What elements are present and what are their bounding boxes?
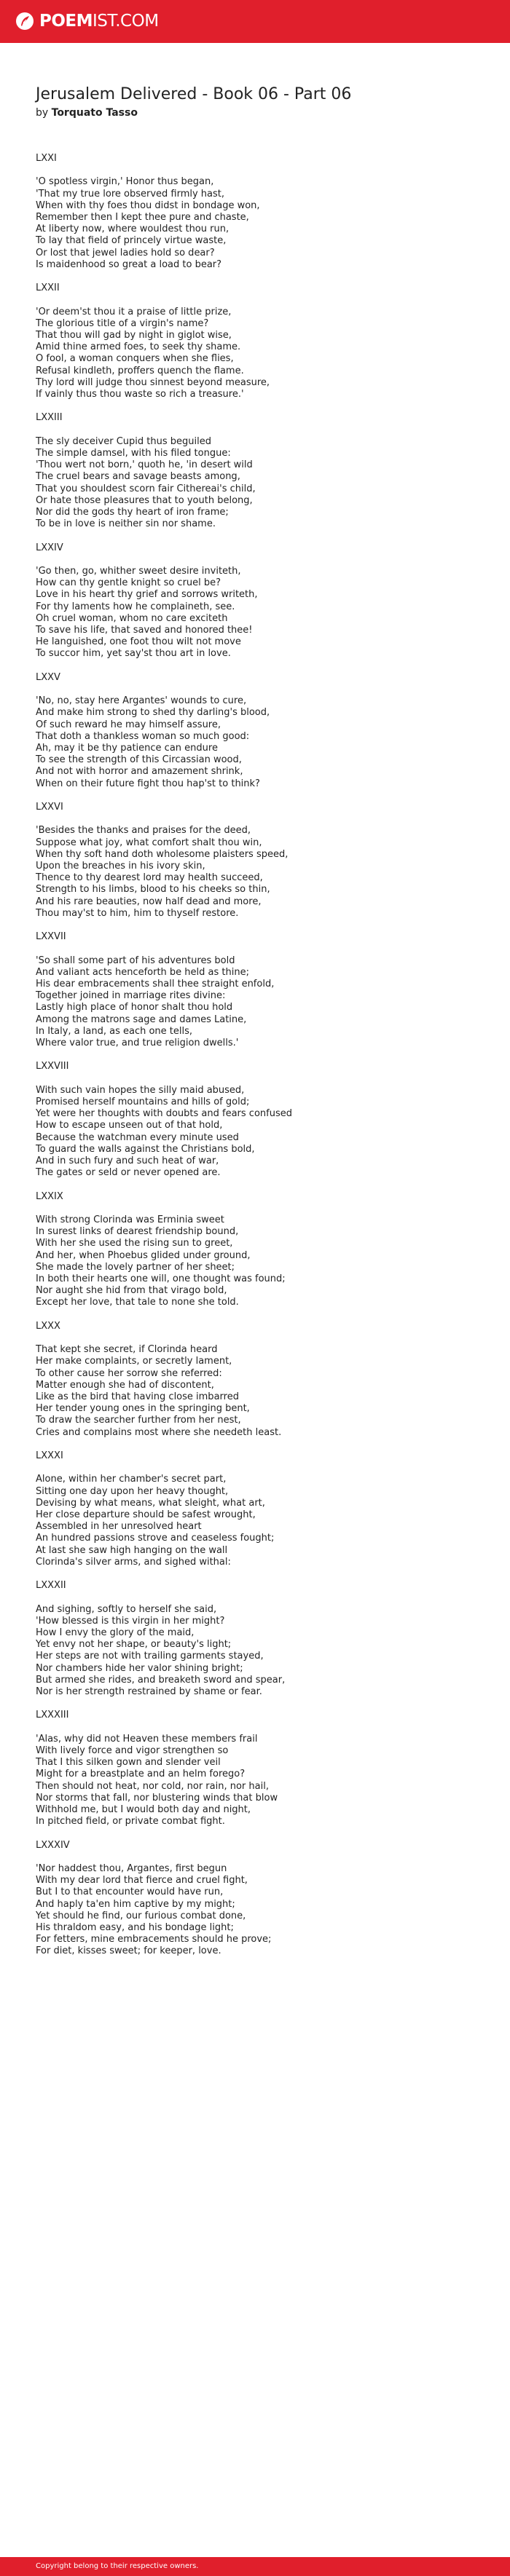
poem-line: The sly deceiver Cupid thus beguiled (36, 435, 211, 447)
poem-line: How to escape unseen out of that hold, (36, 1120, 223, 1131)
poem-line: Where valor true, and true religion dwells.' (36, 1038, 239, 1049)
logo-text (39, 9, 159, 33)
poem-line: When thy soft hand doth wholesome plaisters speed, (36, 848, 289, 860)
poem-line: But I to that encounter would have run, (36, 1886, 224, 1898)
poem-line: With lively force and vigor strengthen so (36, 1745, 229, 1757)
poem-line: To draw the searcher further from her nest, (36, 1415, 241, 1426)
poem-line: Except her love, that tale to none she told. (36, 1297, 239, 1308)
stanza (36, 566, 487, 660)
poem-line: Remember then I kept thee pure and chaste, (36, 212, 249, 223)
poem-line: Her make complaints, or secretly lament, (36, 1356, 232, 1367)
stanza-number: LXXVI (36, 802, 63, 813)
poem-line: His dear embracements shall thee straight enfold, (36, 979, 275, 990)
stanza (36, 1604, 487, 1699)
poem-line: The gates or seld or never opened are. (36, 1167, 221, 1179)
poem-line: How can thy gentle knight so cruel be? (36, 577, 221, 589)
poem-line: 'O spotless virgin,' Honor thus began, (36, 176, 214, 188)
logo-text-strong: POEM (39, 12, 93, 31)
poem-line: That kept she secret, if Clorinda heard (36, 1344, 218, 1356)
stanza-number: LXXXIII (36, 1710, 69, 1721)
poem-line: To see the strength of this Circassian wood, (36, 754, 242, 766)
poem-line: That I this silken gown and slender veil (36, 1757, 221, 1769)
stanza-number: LXXVIII (36, 1061, 69, 1072)
poem-line: But armed she rides, and breaketh sword and spear, (36, 1674, 286, 1686)
poem-line: Her tender young ones in the springing bent, (36, 1403, 250, 1415)
poem-line: Nor did the gods thy heart of iron frame; (36, 507, 229, 518)
stanza-number: LXXV (36, 671, 60, 683)
poem-line: In surest links of dearest friendship bound, (36, 1226, 239, 1238)
poem-line: If vainly thus thou waste so rich a treasure.' (36, 389, 244, 400)
poem-line: With such vain hopes the silly maid abused, (36, 1084, 245, 1096)
poem-line: Devising by what means, what sleight, what art, (36, 1497, 265, 1509)
poem-line: Her close departure should be safest wrought, (36, 1509, 256, 1521)
poem-line: 'Alas, why did not Heaven these members frail (36, 1733, 258, 1745)
poem-line: Nor is her strength restrained by shame or fear. (36, 1686, 262, 1698)
author-link[interactable]: Torquato Tasso (51, 107, 138, 119)
poem-line: Together joined in marriage rites divine: (36, 990, 226, 1002)
poem-line: Because the watchman every minute used (36, 1131, 239, 1143)
poem-line: Amid thine armed foes, to seek thy shame. (36, 341, 241, 353)
stanza (36, 955, 487, 1050)
poem-line: To lay that field of princely virtue waste, (36, 235, 227, 247)
stanza (36, 1344, 487, 1439)
stanza (36, 1474, 487, 1568)
poem-line: Her steps are not with trailing garments stayed, (36, 1651, 264, 1662)
poem-line: His thraldom easy, and his bondage light; (36, 1922, 234, 1934)
poem-line: For thy laments how he complaineth, see. (36, 601, 235, 612)
poem-line: And haply ta'en him captive by my might; (36, 1898, 235, 1910)
poem-line: Yet should he find, our furious combat done, (36, 1910, 246, 1921)
footer-bar (0, 2557, 510, 2576)
poem-line: How I envy the glory of the maid, (36, 1627, 195, 1639)
poem-line: Sitting one day upon her heavy thought, (36, 1485, 229, 1497)
poem-line: To guard the walls against the Christians bold, (36, 1143, 255, 1155)
stanza-number: LXXIII (36, 412, 63, 424)
poem-line: Or hate those pleasures that to youth belong, (36, 494, 253, 506)
stanza (36, 1085, 487, 1180)
poem-line: When on their future fight thou hap'st to think? (36, 778, 260, 789)
stanza-number: LXXI (36, 153, 57, 164)
poem-line: For diet, kisses sweet; for keeper, love. (36, 1945, 221, 1957)
poem-line: Might for a breastplate and an helm forego? (36, 1769, 246, 1780)
poem-line: Cries and complains most where she needeth least. (36, 1426, 282, 1438)
poem-body (36, 153, 487, 1958)
poem-line: And sighing, softly to herself she said, (36, 1603, 217, 1615)
poem-line: And his rare beauties, now half dead and more, (36, 896, 262, 907)
poem-line: 'Nor haddest thou, Argantes, first begun (36, 1863, 227, 1875)
poem-line: 'Or deem'st thou it a praise of little prize, (36, 306, 232, 317)
stanza (36, 825, 487, 920)
poem-line: Love in his heart thy grief and sorrows writeth, (36, 589, 258, 601)
poem-line: Like as the bird that having close imbarred (36, 1391, 239, 1403)
header-bar (0, 0, 510, 43)
stanza-number: LXXXII (36, 1580, 66, 1592)
poem-line: Strength to his limbs, blood to his cheeks so thin, (36, 884, 270, 896)
poem-line: To other cause her sorrow she referred: (36, 1367, 222, 1379)
stanza (36, 695, 487, 790)
stanza-number: LXXXI (36, 1450, 63, 1462)
poem-line: The glorious title of a virgin's name? (36, 317, 209, 329)
poem-line: Refusal kindleth, proffers quench the flame. (36, 365, 244, 376)
footer-copyright: Copyright belong to their respective owners. (36, 2562, 199, 2570)
poem-line: Lastly high place of honor shalt thou hold (36, 1002, 233, 1014)
poem-line: That thou will gad by night in giglot wise, (36, 330, 232, 341)
poem-line: O fool, a woman conquers when she flies, (36, 353, 234, 365)
poem-line: To succor him, yet say'st thou art in love. (36, 648, 231, 660)
poem-line: At liberty now, where wouldest thou run, (36, 224, 230, 235)
poem-line: And not with horror and amazement shrink, (36, 766, 243, 778)
poem-line: Assembled in her unresolved heart (36, 1521, 202, 1533)
stanza-number: LXXII (36, 283, 60, 294)
poem-line: When with thy foes thou didst in bondage won, (36, 199, 260, 211)
poem-line: At last she saw high hanging on the wall (36, 1544, 228, 1556)
poem-title: Jerusalem Delivered - Book 06 - Part 06 (36, 85, 352, 103)
poem-line: To save his life, that saved and honored thee! (36, 625, 253, 636)
poem-byline (36, 106, 487, 119)
poem-line: She made the lovely partner of her sheet; (36, 1261, 235, 1273)
poem-line: 'No, no, stay here Argantes' wounds to cure, (36, 695, 247, 707)
poem-line: And valiant acts henceforth be held as thine; (36, 966, 249, 978)
poem-line: For fetters, mine embracements should he prove; (36, 1934, 272, 1945)
byline-prefix: by (36, 107, 49, 119)
poem-line: Or lost that jewel ladies hold so dear? (36, 247, 215, 258)
poem-line: Of such reward he may himself assure, (36, 719, 221, 730)
poem-line: In both their hearts one will, one thought was found; (36, 1273, 286, 1285)
poem-line: The simple damsel, with his filed tongue: (36, 448, 231, 459)
poem-line: With her she used the rising sun to greet, (36, 1238, 233, 1249)
poem-line: He languished, one foot thou wilt not move (36, 636, 241, 648)
poem-line: Yet were her thoughts with doubts and fears confused (36, 1108, 292, 1120)
poem-line: Thence to thy dearest lord may health succeed, (36, 872, 263, 884)
poem-line: Ah, may it be thy patience can endure (36, 743, 218, 754)
poem-line: Promised herself mountains and hills of gold; (36, 1097, 250, 1108)
poem-line: And her, when Phoebus glided under ground, (36, 1249, 251, 1261)
stanza (36, 307, 487, 401)
poem-line: 'Go then, go, whither sweet desire inviteth, (36, 566, 241, 577)
poem-content (36, 84, 487, 1969)
poem-line: 'That my true lore observed firmly hast, (36, 188, 225, 199)
stanza-number: LXXXIV (36, 1839, 70, 1851)
poem-line: Oh cruel woman, whom no care exciteth (36, 612, 228, 624)
poem-line: An hundred passions strove and ceaseless fought; (36, 1533, 275, 1544)
poem-line: Upon the breaches in his ivory skin, (36, 861, 205, 872)
poem-line: With strong Clorinda was Erminia sweet (36, 1214, 224, 1226)
poem-line: Thy lord will judge thou sinnest beyond measure, (36, 376, 270, 388)
poem-line: And in such fury and such heat of war, (36, 1155, 219, 1167)
poem-line: Withhold me, but I would both day and night, (36, 1804, 251, 1816)
poem-line: Alone, within her chamber's secret part, (36, 1474, 227, 1485)
stanza-number: LXXIX (36, 1190, 63, 1202)
site-logo[interactable] (15, 9, 159, 33)
poem-line: That you shouldest scorn fair Cithereai's child, (36, 483, 256, 494)
poem-line: In Italy, a land, as each one tells, (36, 1025, 193, 1037)
stanza-number: LXXX (36, 1320, 60, 1332)
poem-line: Then should not heat, nor cold, nor rain, nor hail, (36, 1780, 269, 1792)
poem-line: With my dear lord that fierce and cruel fight, (36, 1875, 248, 1886)
poem-line: In pitched field, or private combat fight. (36, 1816, 225, 1828)
poem-line: 'Besides the thanks and praises for the deed, (36, 825, 251, 837)
poem-line: 'Thou wert not born,' quoth he, 'in desert wild (36, 459, 253, 471)
poem-line: And make him strong to shed thy darling's blood, (36, 707, 270, 719)
poem-line: Is maidenhood so great a load to bear? (36, 258, 222, 270)
stanza (36, 436, 487, 531)
poem-line: Nor chambers hide her valor shining bright; (36, 1662, 243, 1674)
poemist-logo-icon (15, 11, 35, 31)
poem-line: 'So shall some part of his adventures bold (36, 955, 235, 966)
stanza-number: LXXVII (36, 931, 66, 943)
stanza-number: LXXIV (36, 542, 63, 553)
poem-line: Nor storms that fall, nor blustering winds that blow (36, 1792, 278, 1803)
poem-line: 'How blessed is this virgin in her might? (36, 1615, 225, 1627)
poem-line: Suppose what joy, what comfort shalt thou win, (36, 837, 262, 848)
poem-line: The cruel bears and savage beasts among, (36, 471, 240, 483)
stanza (36, 1214, 487, 1309)
stanza (36, 1734, 487, 1828)
poem-line: That doth a thankless woman so much good: (36, 730, 250, 742)
poem-line: Nor aught she hid from that virago bold, (36, 1285, 227, 1297)
stanza (36, 1863, 487, 1958)
poem-line: Among the matrons sage and dames Latine, (36, 1014, 247, 1025)
poem-line: To be in love is neither sin nor shame. (36, 518, 216, 530)
poem-line: Matter enough she had of discontent, (36, 1379, 214, 1391)
stanza (36, 176, 487, 271)
poem-line: Thou may'st to him, him to thyself restore. (36, 907, 239, 919)
poem-line: Clorinda's silver arms, and sighed withal: (36, 1556, 231, 1568)
poem-line: Yet envy not her shape, or beauty's light; (36, 1639, 232, 1651)
logo-text-light: IST.COM (93, 12, 159, 31)
